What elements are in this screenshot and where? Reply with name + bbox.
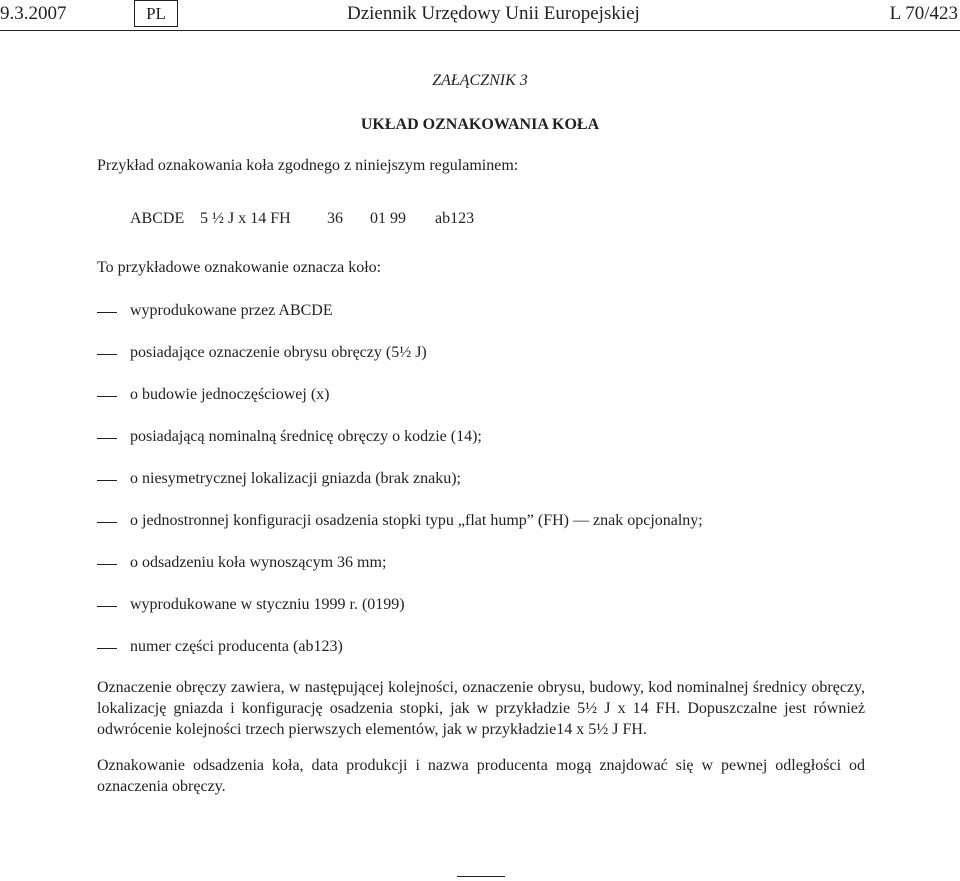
dash-bullet — [97, 564, 117, 565]
list-item — [97, 386, 877, 406]
publication-date: 9.3.2007 — [0, 3, 67, 24]
paragraph-offset-marking: Oznakowanie odsadzenia koła, data produkcji i nazwa producenta mogą znajdować się w pewnej odległości od oznaczenia obręczy. — [97, 757, 865, 795]
list-item-text: wyprodukowane przez ABCDE — [130, 302, 333, 319]
page-header — [0, 0, 960, 30]
meaning-intro: To przykładowe oznakowanie oznacza koło: — [97, 259, 382, 276]
list-item — [97, 554, 877, 574]
language-badge: PL — [134, 0, 178, 27]
list-item — [97, 302, 877, 322]
list-item-text: posiadającą nominalną średnicę obręczy o kodzie (14); — [130, 428, 482, 445]
intro-text: Przykład oznakowania koła zgodnego z niniejszym regulaminem: — [97, 157, 519, 174]
list-item-text: numer części producenta (ab123) — [130, 638, 343, 655]
example-part-number: ab123 — [435, 210, 475, 227]
header-rule — [0, 30, 960, 31]
dash-bullet — [97, 438, 117, 439]
example-rim-designation: 5 ½ J x 14 FH — [200, 210, 291, 227]
list-item-text: o niesymetrycznej lokalizacji gniazda (brak znaku); — [130, 470, 461, 487]
example-date: 01 99 — [370, 210, 406, 227]
example-offset: 36 — [327, 210, 343, 227]
dash-bullet — [97, 312, 117, 313]
marking-example — [130, 210, 530, 230]
dash-bullet — [97, 354, 117, 355]
list-item — [97, 428, 877, 448]
list-item-text: wyprodukowane w styczniu 1999 r. (0199) — [130, 596, 405, 613]
dash-bullet — [97, 606, 117, 607]
footer-rule — [457, 876, 505, 877]
list-item — [97, 596, 877, 616]
example-manufacturer: ABCDE — [130, 210, 185, 227]
dash-bullet — [97, 648, 117, 649]
journal-title: Dziennik Urzędowy Unii Europejskiej — [347, 3, 640, 24]
dash-bullet — [97, 396, 117, 397]
list-item-text: o budowie jednoczęściowej (x) — [130, 386, 330, 403]
list-item — [97, 638, 877, 658]
list-item — [97, 470, 877, 490]
dash-bullet — [97, 522, 117, 523]
dash-bullet — [97, 480, 117, 481]
list-item — [97, 512, 877, 532]
list-item-text: o odsadzeniu koła wynoszącym 36 mm; — [130, 554, 387, 571]
annex-label: ZAŁĄCZNIK 3 — [432, 72, 528, 89]
list-item-text: posiadające oznaczenie obrysu obręczy (5½ J) — [130, 344, 427, 361]
list-item-text: o jednostronnej konfiguracji osadzenia stopki typu „flat hump” (FH) — znak opcjonalny; — [130, 512, 703, 529]
paragraph-rim-designation: Oznaczenie obręczy zawiera, w następującej kolejności, oznaczenie obrysu, budowy, kod nominalnej średnicy obręczy, lokalizację gniazda i konfigurację osadzenia stopki, jak w przykładzie 5½ J x 14 FH. Dopuszczalne jest również odwrócenie kolejności trzech pierwszych elementów, jak w przykładzie14 x 5½ J FH. — [97, 679, 865, 738]
list-item — [97, 344, 877, 364]
annex-title: UKŁAD OZNAKOWANIA KOŁA — [360, 116, 600, 133]
page-reference: L 70/423 — [889, 3, 958, 24]
